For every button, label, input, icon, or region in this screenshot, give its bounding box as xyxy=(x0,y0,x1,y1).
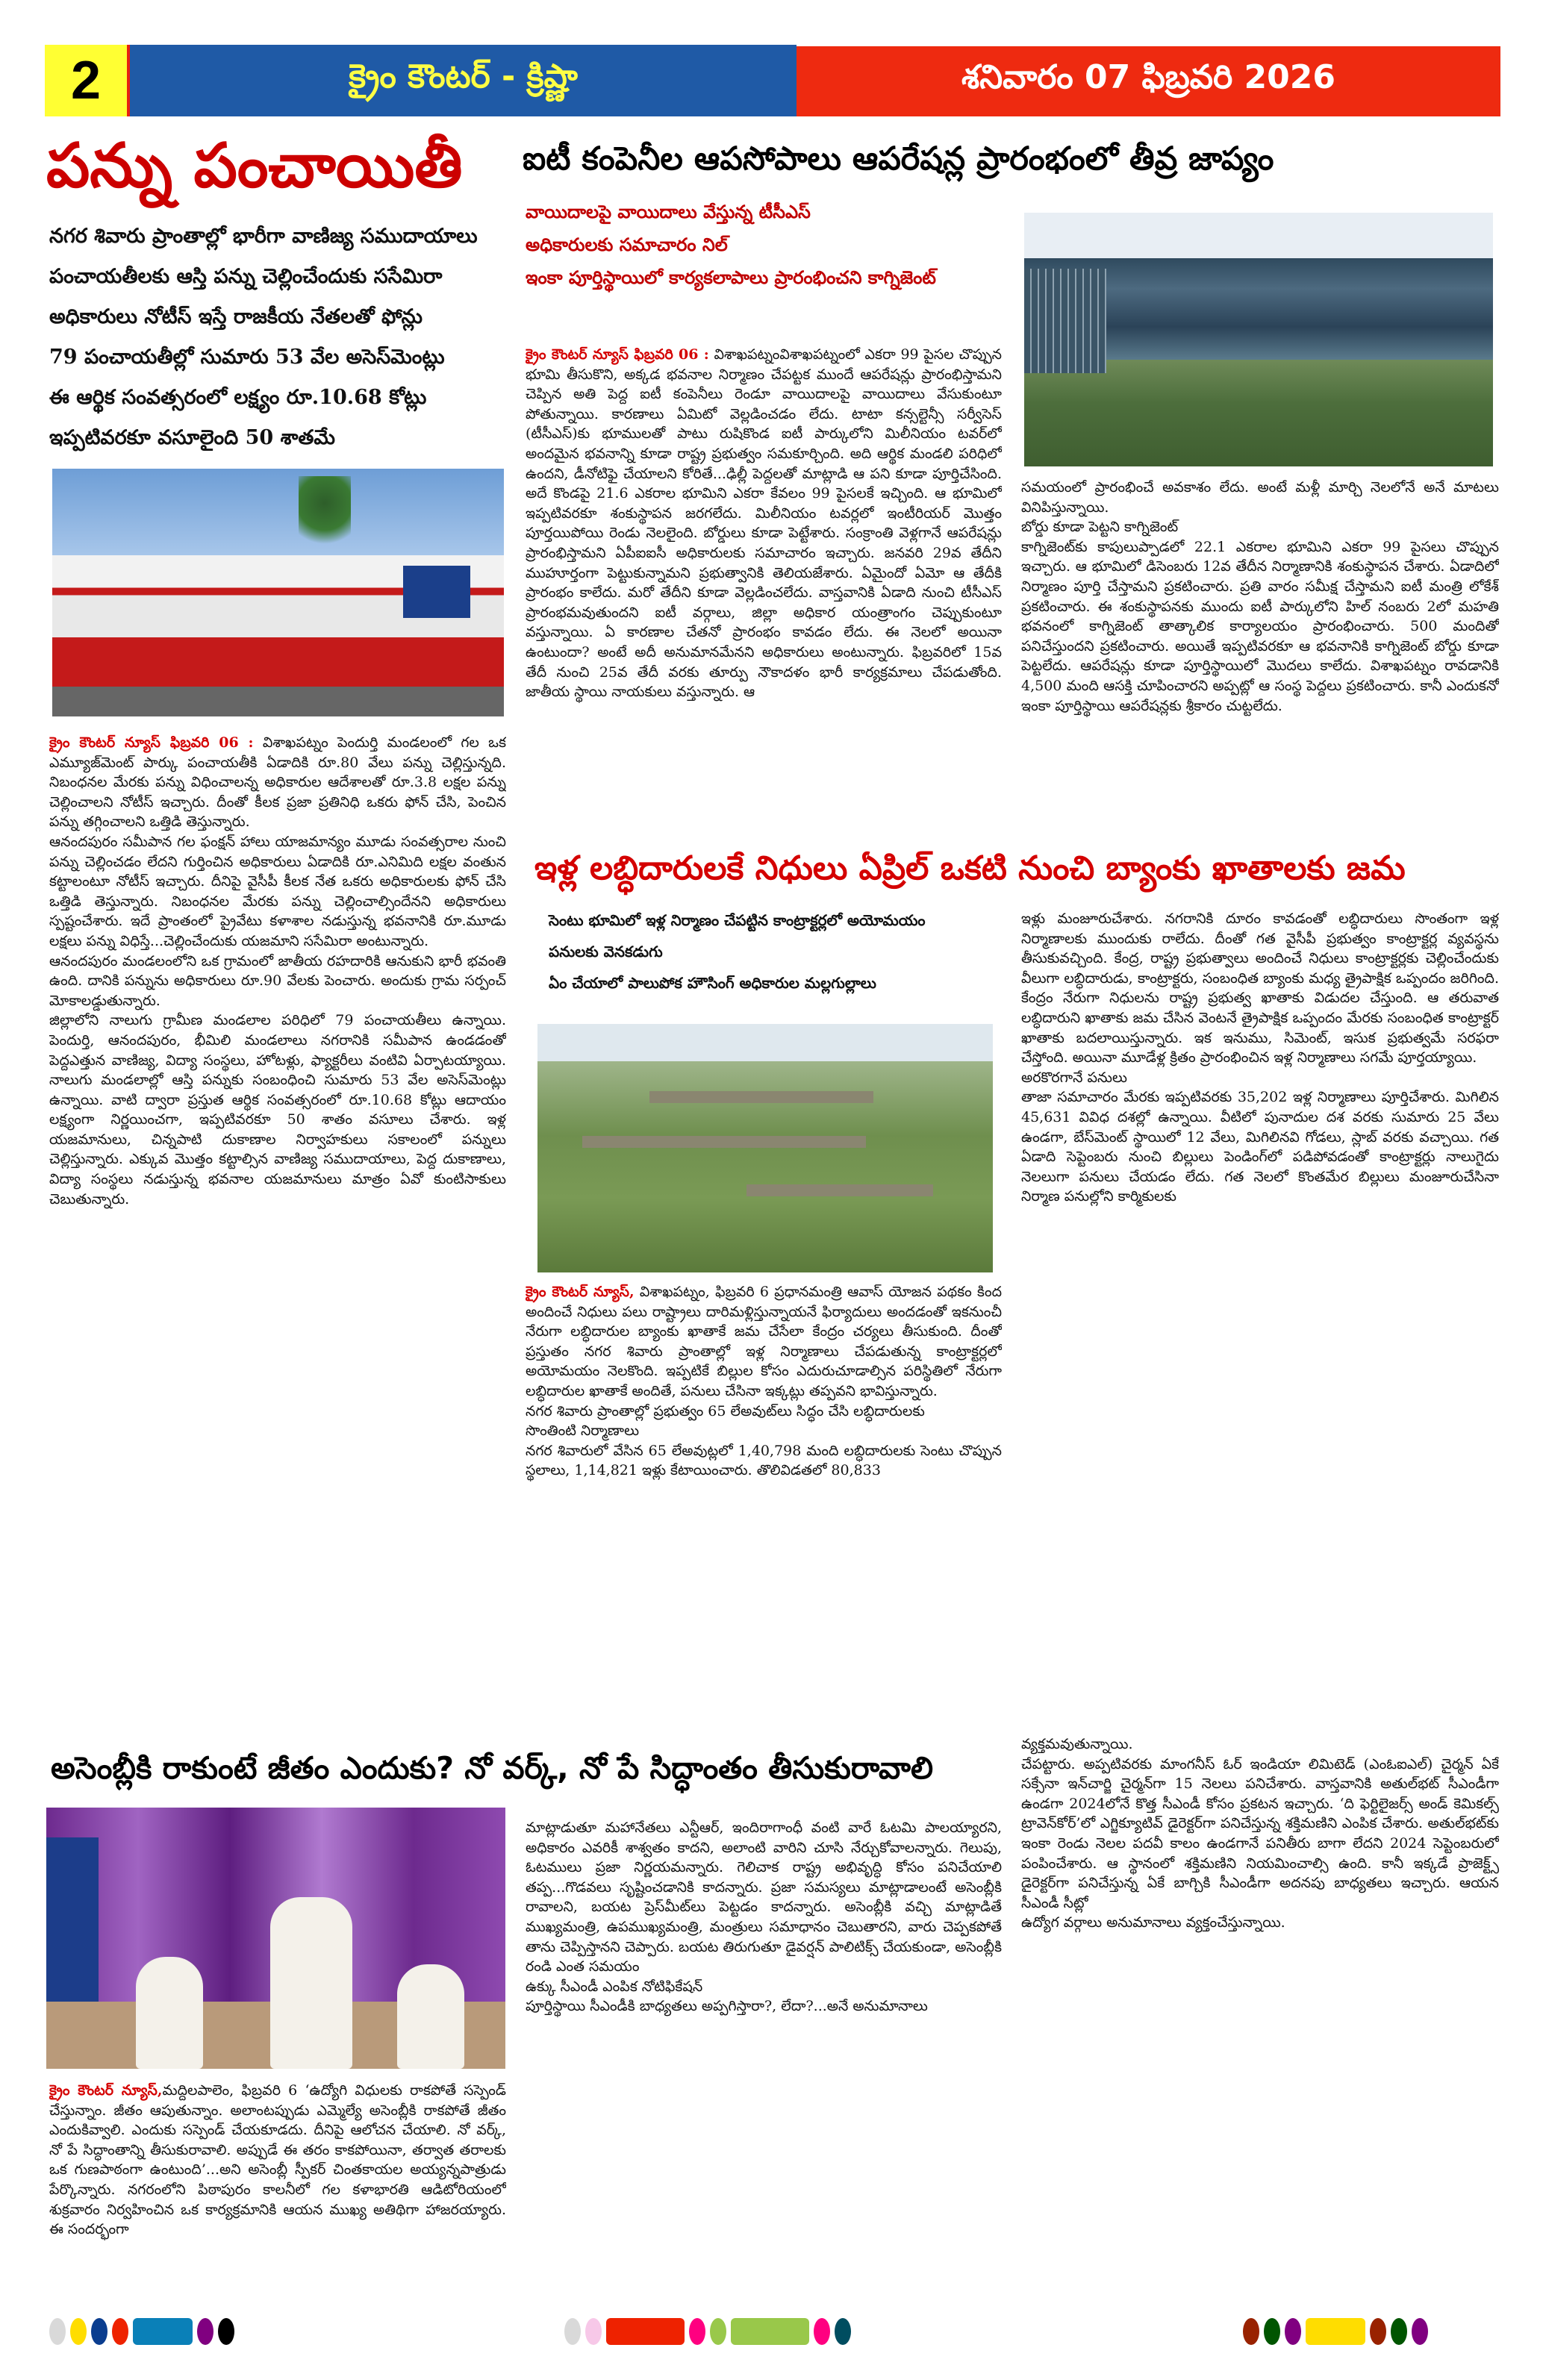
housing-paragraph xyxy=(526,1282,1002,1402)
it-subheads xyxy=(526,196,1003,294)
tax-subheads xyxy=(49,216,512,458)
color-swatch xyxy=(1370,2318,1386,2345)
issue-date: శనివారం 07 ఫిబ్రవరి 2026 xyxy=(797,46,1500,116)
housing-paragraph: నగర శివారు ప్రాంతాల్లో ప్రభుత్వం 65 లేఅవుట్‌లు సిద్ధం చేసి లబ్ధిదారులకు xyxy=(526,1402,925,1419)
housing-paragraph: నగర శివారులో వేసిన 65 లేఅవుట్లలో 1,40,798 మంది లబ్ధిదారులకు సెంటు చొప్పున స్థలాలు, 1,14,821 ఇళ్లు కేటాయించారు. తొలివిడతలో 80,833 xyxy=(526,1442,1002,1479)
it-subhead: అధికారులకు సమాచారం నిల్ xyxy=(526,234,728,255)
steel-inline-heading: ఉక్కు సీఎండీ ఎంపిక నోటిఫికేషన్ xyxy=(526,1978,703,1995)
tax-body xyxy=(49,733,506,1725)
color-swatch xyxy=(731,2318,809,2345)
color-swatch xyxy=(1243,2318,1259,2345)
it-headline: ఐటీ కంపెనీల ఆపసోపాలు ఆపరేషన్ల ప్రారంభంలో తీవ్ర జాప్యం xyxy=(523,140,1274,178)
color-swatch xyxy=(1264,2318,1280,2345)
color-swatch xyxy=(91,2318,107,2345)
housing-site-photo xyxy=(537,1024,993,1272)
palm-tree-shape xyxy=(299,476,351,566)
housing-body-col2 xyxy=(1021,909,1499,1722)
it-paragraph: కాగ్నిజెంట్‌కు కాపులుప్పాడలో 22.1 ఎకరాల భూమిని ఎకరా 99 పైసలు చొప్పున ఇచ్చారు. ఆ భూమిలో డిసెంబరు 12వ తేదీన నిర్మాణానికి శంకుస్థాపన చేశారు. ఏడాదిలో నిర్మాణం పూర్తి చేస్తామని ప్రకటించారు. ప్రతి వారం సమీక్ష చేస్తామని ఐటీ మంత్రి లోకేశ్ ప్రకటించారు. ఈ శంకుస్థాపనకు ముందు ఐటీ పార్కులోని హిల్ నంబరు 2లో మహతి భవనంలో కాగ్నిజెంట్ తాత్కాలిక కార్యాలయం ప్రారంభించారు. 500 మందితో పనిచేస్తుందని ప్రకటించారు. అయితే ఇప్పటివరకూ ఆ భవనానికి కాగ్నిజెంట్ బోర్డు కూడా పెట్టలేదు. ఆపరేషన్లు కూడా పూర్తిస్థాయిలో మొదలు కాలేదు. విశాఖపట్నం రావడానికి 4,500 మంది ఆసక్తి చూపించారని అప్పట్లో ఆ సంస్థ పెద్దలు ప్రకటించారు. కానీ ఎందుకనో ఇంకా పూర్తిస్థాయి ఆపరేషన్లకు శ్రీకారం చుట్టలేదు. xyxy=(1021,538,1499,714)
stage-event-photo xyxy=(46,1808,505,2069)
page-number: 2 xyxy=(45,45,130,116)
it-subhead: వాయిదాలపై వాయిదాలు వేస్తున్న టీసీఎస్ xyxy=(526,201,811,222)
guest-figure xyxy=(136,1957,203,2069)
it-paragraph xyxy=(526,345,1002,702)
color-swatch xyxy=(112,2318,128,2345)
assembly-body-col1 xyxy=(49,2081,506,2279)
building-wing-shape xyxy=(1024,269,1106,373)
tax-subhead: అధికారులు నోటీస్ ఇస్తే రాజకీయ నేతలతో ఫోన్లు xyxy=(49,305,423,328)
color-swatch xyxy=(70,2318,87,2345)
tax-subhead: ఈ ఆర్థిక సంవత్సరంలో లక్ష్యం రూ.10.68 కోట్లు xyxy=(49,386,427,409)
color-swatch xyxy=(585,2318,602,2345)
color-swatch xyxy=(814,2318,830,2345)
steel-paragraph: వ్యక్తమవుతున్నాయి. xyxy=(1021,1736,1133,1752)
dateline: క్రైం కౌంటర్ న్యూస్, xyxy=(526,1284,635,1300)
housing-inline-heading: అరకొరగానే పనులు xyxy=(1021,1069,1128,1086)
housing-inline-heading: సొంతింటి నిర్మాణాలు xyxy=(526,1422,640,1440)
paragraph-text: విశాఖపట్నం పెందుర్తి మండలంలో గల ఒక ఎమ్యూజ్‌మెంట్ పార్కు పంచాయతీకి ఏడాదికి రూ.80 వేలు పన్ను చెల్లిస్తున్నది. నిబంధనల మేరకు పన్ను విధించాలన్న అధికారుల ఆదేశాలతో రూ.3.8 లక్షల పన్ను చెల్లించాలని నోటీస్ ఇచ్చారు. దీంతో కీలక ప్రజా ప్రతినిధి ఒకరు ఫోన్ చేసి, పెంచిన పన్ను తగ్గించాలని ఒత్తిడి తెస్తున్నారు. xyxy=(49,734,506,831)
housing-body-col1 xyxy=(526,1282,1002,1722)
housing-subhead: సెంటు భూమిలో ఇళ్ల నిర్మాణం చేపట్టిన కాంట్రాక్టర్లలో అయోమయం xyxy=(549,911,926,929)
foundation-shape xyxy=(582,1136,866,1148)
it-subhead: ఇంకా పూర్తిస్థాయిలో కార్యకలాపాలు ప్రారంభించని కాగ్నిజెంట్ xyxy=(526,266,936,288)
assembly-body-col2 xyxy=(526,1818,1002,2279)
tax-headline: పన్ను పంచాయితీ xyxy=(46,130,463,202)
assembly-paragraph: మాట్లాడుతూ మహానేతలు ఎన్టీఆర్, ఇందిరాగాంధీ వంటి వారే ఓటమి పాలయ్యారని, అధికారం ఎవరికీ శాశ్వతం కాదని, అలాంటి వారిని చూసి నేర్చుకోవాలన్నారు. గెలుపు, ఓటములు ప్రజా నిర్ణయమన్నారు. గెలిచాక రాష్ట్ర అభివృద్ధి కోసం పనిచేయాలి తప్ప...గొడవలు సృష్టించడానికి కాదన్నారు. ప్రజా సమస్యలు మాట్లాడాలంటే అసెంబ్లీకి రావాలని, బయట ప్రెస్‌మీట్‌లు పెట్టడం కాదన్నారు. అసెంబ్లీకి వచ్చి మాట్లాడితే ముఖ్యమంత్రి, ఉపముఖ్యమంత్రి, మంత్రులు సమాధానం చెబుతారని, వారు చెప్పకపోతే తాను చెప్పిస్తానని చెప్పారు. బయట తిరుగుతూ డైవర్షన్ పాలిటిక్స్ చేయకుండా, అసెంబ్లీకి రండి ఎంత సమయం xyxy=(526,1820,1002,1975)
tax-paragraph xyxy=(49,733,506,832)
tax-paragraph: ఆనందపురం సమీపాన గల ఫంక్షన్ హాలు యాజమాన్యం మూడు సంవత్సరాల నుంచి పన్ను చెల్లించడం లేదని గుర్తించిన అధికారులు ఏడాదికి రూ.ఎనిమిది లక్షల వంతున కట్టాలంటూ నోటీస్ ఇచ్చారు. దీనిపై వైసీపీ కీలక నేత ఒకరు అధికారులకు ఫోన్ చేసి ఒత్తిడి తెస్తున్నారు. నిబంధనల మేరకు పన్ను చెల్లించాల్సిందేనని అధికారులు స్పష్టంచేశారు. ఇదే ప్రాంతంలో ప్రైవేటు కళాశాల నడుస్తున్న భవనానికి రూ.మూడు లక్షలు పన్ను విధిస్తే...చెల్లించేందుకు యజమాని ససేమిరా అంటున్నారు. xyxy=(49,833,506,949)
paragraph-text: విశాఖపట్నంవిశాఖపట్నంలో ఎకరా 99 పైసల చొప్పున భూమి తీసుకొని, అక్కడ భవనాల నిర్మాణం చేపట్టక ముందే ఆపరేషన్లు ప్రారంభిస్తామని చెప్పిన అతి పెద్ద ఐటీ కంపెనీలు రెండూ వాయిదాలపై వాయిదాలు వేసుకుంటూ పోతున్నాయి. కారణాలు ఏమిటో వెల్లడించడం లేదు. టాటా కన్సల్టెన్సీ సర్వీసెస్ (టీసీఎస్)కు భూములతో పాటు రుషికొండ ఐటీ పార్కులోని మిలీనియం టవర్‌లో అందమైన భవనాన్ని కూడా రాష్ట్ర ప్రభుత్వం సమకూర్చింది. అది ఆర్థిక మండలి పరిధిలో ఉందని, డీనోటిఫై చేయాలని కోరితే...ఢిల్లీ పెద్దలతో మాట్లాడి ఆ పని కూడా పూర్తిచేసింది. అదే కొండపై 21.6 ఎకరాల భూమిని ఎకరా కేవలం 99 పైసలకే ఇచ్చింది. ఆ భూమిలో ఇప్పటివరకూ శంకుస్థాపన జరగలేదు. మిలీనియం టవర్లలో ఇంటీరియర్ మొత్తం పూర్తయిపోయి రెండు నెలలైంది. బోర్డులు కూడా పెట్టేశారు. సంక్రాంతి వెళ్లగానే ఆపరేషన్లు ప్రారంభిస్తామని ఏపీఐఐసీ అధికారులకు సమాచారం ఇచ్చారు. జనవరి 29వ తేదీని ముహూర్తంగా పెట్టుకున్నామని ప్రభుత్వానికి తెలియజేశారు. ఏమైందో ఏమో ఆ తేదీకి ప్రారంభం కాలేదు. మరో తేదీని కూడా వెల్లడించలేదు. వాస్తవానికి ఏడాది నుంచి టీసీఎస్ ప్రారంభమవుతుందని ఐటీ వర్గాలు, జిల్లా అధికార యంత్రాంగం చెప్పుకుంటూ వస్తున్నాయి. ఏ కారణాల చేతనో ప్రారంభం కావడం లేదు. ఈ నెలలో అయినా ఉంటుందా? అంటే అదీ అనుమానమేనని అధికారులు అంటున్నారు. ఫిబ్రవరిలో 15వ తేదీ నుంచి 25వ తేదీ వరకు తూర్పు నౌకాదళం భారీ కార్యక్రమాలు చేపడుతోంది. జాతీయ స్థాయి నాయకులు వస్తున్నారు. ఆ xyxy=(526,346,1002,701)
steel-paragraph: చేపట్టారు. అప్పటివరకు మాంగనీస్ ఓర్ ఇండియా లిమిటెడ్ (ఎంఓఐఎల్) చైర్మన్ ఏకే సక్సేనా ఇన్‌చార్జి చైర్మన్‌గా 15 నెలలు పనిచేశారు. వాస్తవానికి అతుల్‌భట్ సీఎండీగా ఉండగా 2024లోనే కొత్త సీఎండీ కోసం ప్రకటన ఇచ్చారు. ‘ది ఫెర్టిలైజర్స్ అండ్ కెమికల్స్ ట్రావెన్‌కోర్’లో ఎగ్జిక్యూటివ్ డైరెక్టర్‌గా పనిచేస్తున్న శక్తిమణిని ఎంపిక చేశారు. అతుల్‌భట్‌కు ఇంకా రెండు నెలల పదవీ కాలం ఉండగానే పనితీరు బాగా లేదని 2024 సెప్టెంబరులో పంపించేశారు. ఆ స్థానంలో శక్తిమణిని నియమించాల్సి ఉంది. కానీ ఇక్కడే ప్రాజెక్ట్స్ డైరెక్టర్‌గా పనిచేస్తున్న ఏకే బాగ్చికి సీఎండీగా అదనపు బాధ్యతలు ఇచ్చారు. ఆయన సీఎండీ సీట్లో xyxy=(1021,1755,1499,1911)
assembly-headline: అసెంబ్లీకి రాకుంటే జీతం ఎందుకు? నో వర్క్, నో పే సిద్ధాంతం తీసుకురావాలి xyxy=(51,1750,933,1786)
color-swatch xyxy=(218,2318,234,2345)
steel-paragraph: ఉద్యోగ వర్గాలు అనుమానాలు వ్యక్తంచేస్తున్నాయి. xyxy=(1021,1914,1285,1931)
it-body-col1 xyxy=(526,345,1002,822)
guest-figure xyxy=(397,1964,464,2069)
building-photo xyxy=(52,469,504,716)
foundation-shape xyxy=(649,1091,873,1103)
tax-paragraph: జిల్లాలోని నాలుగు గ్రామీణ మండలాల పరిధిలో 79 పంచాయతీలు ఉన్నాయి. పెందుర్తి, ఆనందపురం, భీమిలి మండలాలు నగరానికి సమీపాన ఉండడంతో పెద్దఎత్తున వాణిజ్య, విద్యా సంస్థలు, హోటళ్లు, ఫ్యాక్టరీలు వంటివి ఏర్పాటయ్యాయి. నాలుగు మండలాల్లో ఆస్తి పన్నుకు సంబంధించి సుమారు 53 వేల అసెస్‌మెంట్లు ఉన్నాయి. వాటి ద్వారా ప్రస్తుత ఆర్థిక సంవత్సరంలో రూ.10.68 కోట్లు ఆదాయం లక్ష్యంగా నిర్ణయించగా, ఇప్పటివరకూ 50 శాతం వసూలు చేశారు. ఇళ్ల యజమానులు, చిన్నపాటి దుకాణాల నిర్వాహకులు సకాలంలో పన్నులు చెల్లిస్తున్నారు. ఎక్కువ మొత్తం కట్టాల్సిన వాణిజ్య సముదాయాలు, పెద్ద దుకాణాలు, విద్యా సంస్థలు నడుస్తున్న భవనాల యజమానులు మాత్రం ఏవో కుంటిసాకులు చెబుతున్నారు. xyxy=(49,1012,506,1208)
color-swatch xyxy=(1306,2318,1365,2345)
paragraph-text: విశాఖపట్నం, ఫిబ్రవరి 6 ప్రధానమంత్రి ఆవాస్ యోజన పథకం కింద అందించే నిధులు పలు రాష్ట్రాలు దారిమళ్లిస్తున్నాయనే ఫిర్యాదులు అందడంతో ఇకనుంచీ నేరుగా లబ్ధిదారుల బ్యాంకు ఖాతాకే జమ చేసేలా కేంద్రం చర్యలు తీసుకుంది. దీంతో ప్రస్తుతం నగర శివారు ప్రాంతాల్లో ఇళ్ల నిర్మాణాలు చేపడుతున్న కాంట్రాక్టర్లలో అయోమయం నెలకొంది. ఇప్పటికే బిల్లుల కోసం ఎదురుచూడాల్సిన పరిస్థితిలో నేరుగా లబ్ధిదారుల ఖాతాకే అందితే, పనులు చేసినా ఇక్కట్లు తప్పవని భావిస్తున్నారు. xyxy=(526,1284,1002,1399)
color-swatch xyxy=(1412,2318,1428,2345)
it-campus-photo xyxy=(1024,213,1493,466)
steel-body-col3 xyxy=(1021,1734,1499,2279)
color-swatch xyxy=(1285,2318,1301,2345)
color-swatch xyxy=(835,2318,851,2345)
tax-paragraph: ఆనందపురం మండలంలోని ఒక గ్రామంలో జాతీయ రహదారికి ఆనుకుని భారీ భవంతి ఉంది. దానికి పన్నును అధికారులు రూ.90 వేలకు పెంచారు. అందుకు గ్రామ సర్పంచ్ మోకాలడ్డుతున్నారు. xyxy=(49,952,506,1009)
color-swatch xyxy=(197,2318,213,2345)
tax-subhead: నగర శివారు ప్రాంతాల్లో భారీగా వాణిజ్య సముదాయాలు xyxy=(49,225,478,248)
color-swatch xyxy=(133,2318,193,2345)
housing-subhead: ఏం చేయాలో పాలుపోక హౌసింగ్ అధికారుల మల్లగుల్లాలు xyxy=(549,974,876,992)
section-title: క్రైం కౌంటర్ - క్రిష్ణా xyxy=(130,45,797,116)
it-inline-heading: బోర్డు కూడా పెట్టని కాగ్నిజెంట్ xyxy=(1021,519,1179,536)
color-swatch xyxy=(1391,2318,1407,2345)
dateline: క్రైం కౌంటర్ న్యూస్ ఫిబ్రవరి 06 : xyxy=(49,734,254,751)
color-swatch xyxy=(710,2318,726,2345)
dateline: క్రైం కౌంటర్ న్యూస్ ఫిబ్రవరి 06 : xyxy=(526,346,709,363)
speaker-figure xyxy=(270,1897,352,2069)
assembly-paragraph xyxy=(49,2081,506,2240)
color-swatch xyxy=(564,2318,581,2345)
steel-paragraph: పూర్తిస్థాయి సీఎండీకి బాధ్యతలు అప్పగిస్తారా?, లేదా?...అనే అనుమానాలు xyxy=(526,1998,928,2015)
it-body-col2 xyxy=(1021,478,1499,822)
color-swatch xyxy=(689,2318,705,2345)
color-swatch xyxy=(606,2318,685,2345)
housing-headline: ఇళ్ల లబ్ధిదారులకే నిధులు ఏప్రిల్ ఒకటి నుంచి బ్యాంకు ఖాతాలకు జమ xyxy=(534,849,1406,887)
housing-paragraph: ఇళ్లు మంజూరుచేశారు. నగరానికి దూరం కావడంతో లబ్ధిదారులు సొంతంగా ఇళ్ల నిర్మాణాలకు ముందుకు రాలేదు. దీంతో గత వైసీపీ ప్రభుత్వం కాంట్రాక్టర్ల వ్యవస్థను తీసుకువచ్చింది. కేంద్ర, రాష్ట్ర ప్రభుత్వాలు అందించే నిధులు కాంట్రాక్టర్లకు చెల్లించేందుకు వీలుగా లబ్ధిదారుడు, కాంట్రాక్టరు, సంబంధిత బ్యాంకు మధ్య త్రైపాక్షిక ఒప్పందం జరిగింది. కేంద్రం నేరుగా నిధులను రాష్ట్ర ప్రభుత్వ ఖాతాకు విడుదల చేస్తుంది. ఆ తరువాత లబ్ధిదారుని ఖాతాకు జమ చేసిన వెంటనే త్రైపాక్షిక ఒప్పందం మేరకు సంబంధిత కాంట్రాక్టర్ ఖాతాకు బదలాయిస్తున్నారు. ఇక ఇనుము, సిమెంట్, ఇసుక ప్రభుత్వమే సరఫరా చేస్తోంది. అయినా మూడేళ్ల క్రితం ప్రారంభించిన ఇళ్ల నిర్మాణాలు సగమే పూర్తయ్యాయి. xyxy=(1021,911,1499,1066)
tax-subhead: పంచాయతీలకు ఆస్తి పన్ను చెల్లించేందుకు ససేమిరా xyxy=(49,265,443,288)
dateline: క్రైం కౌంటర్ న్యూస్, xyxy=(49,2082,163,2099)
paragraph-text: మద్దిలపాలెం, ఫిబ్రవరి 6 ‘ఉద్యోగి విధులకు రాకపోతే సస్పెండ్ చేస్తున్నాం. జీతం ఆపుతున్నాం. అలాంటప్పుడు ఎమ్మెల్యే అసెంబ్లీకి రాకపోతే జీతం ఎందుకివ్వాలి. ఎందుకు సస్పెండ్ చేయకూడదు. దీనిపై ఆలోచన చేయాలి. నో వర్క్, నో పే సిద్ధాంతాన్ని తీసుకురావాలి. అప్పుడే ఈ తరం కాకపోయినా, తర్వాత తరాలకు ఒక గుణపాఠంగా ఉంటుంది’...అని అసెంబ్లీ స్పీకర్ చింతకాయల అయ్యన్నపాత్రుడు పేర్కొన్నారు. నగరంలోని పిఠాపురం కాలనీలో గల కళాభారతి ఆడిటోరియంలో శుక్రవారం నిర్వహించిన ఒక కార్యక్రమానికి ఆయన ముఖ్య అతిథిగా హాజరయ్యారు. ఈ సందర్భంగా xyxy=(49,2082,506,2238)
foundation-shape xyxy=(746,1184,933,1196)
housing-subhead: పనులకు వెనకడుగు xyxy=(549,943,663,961)
tax-subhead: ఇప్పటివరకూ వసూలైంది 50 శాతమే xyxy=(49,426,335,449)
housing-paragraph: తాజా సమాచారం మేరకు ఇప్పటివరకు 35,202 ఇళ్ల నిర్మాణాలు పూర్తిచేశారు. మిగిలిన 45,631 వివిధ దశల్లో ఉన్నాయి. వీటిలో పునాదుల దశ వరకు సుమారు 25 వేలు ఉండగా, బేస్‌మెంట్ స్థాయిలో 12 వేలు, మిగిలినవి గోడలు, స్లాబ్ వరకు వచ్చాయి. గత ఏడాది సెప్టెంబరు నుంచి బిల్లులు పెండింగ్‌లో పడిపోవడంతో కాంట్రాక్టర్లు నాలుగైదు నెలలుగా పనులు చేయడం లేదు. గత నెలలో కొంతమేర బిల్లులు మంజూరుచేసినా నిర్మాణ పనుల్లోని కార్మికులకు xyxy=(1021,1089,1499,1205)
it-paragraph: సమయంలో ప్రారంభించే అవకాశం లేదు. అంటే మళ్లీ మార్చి నెలలోనే అనే మాటలు వినిపిస్తున్నాయి. xyxy=(1021,479,1499,516)
signboard-shape xyxy=(403,566,470,618)
color-swatch xyxy=(49,2318,66,2345)
housing-subheads xyxy=(549,905,997,999)
tax-subhead: 79 పంచాయతీల్లో సుమారు 53 వేల అసెస్‌మెంట్లు xyxy=(49,346,445,369)
